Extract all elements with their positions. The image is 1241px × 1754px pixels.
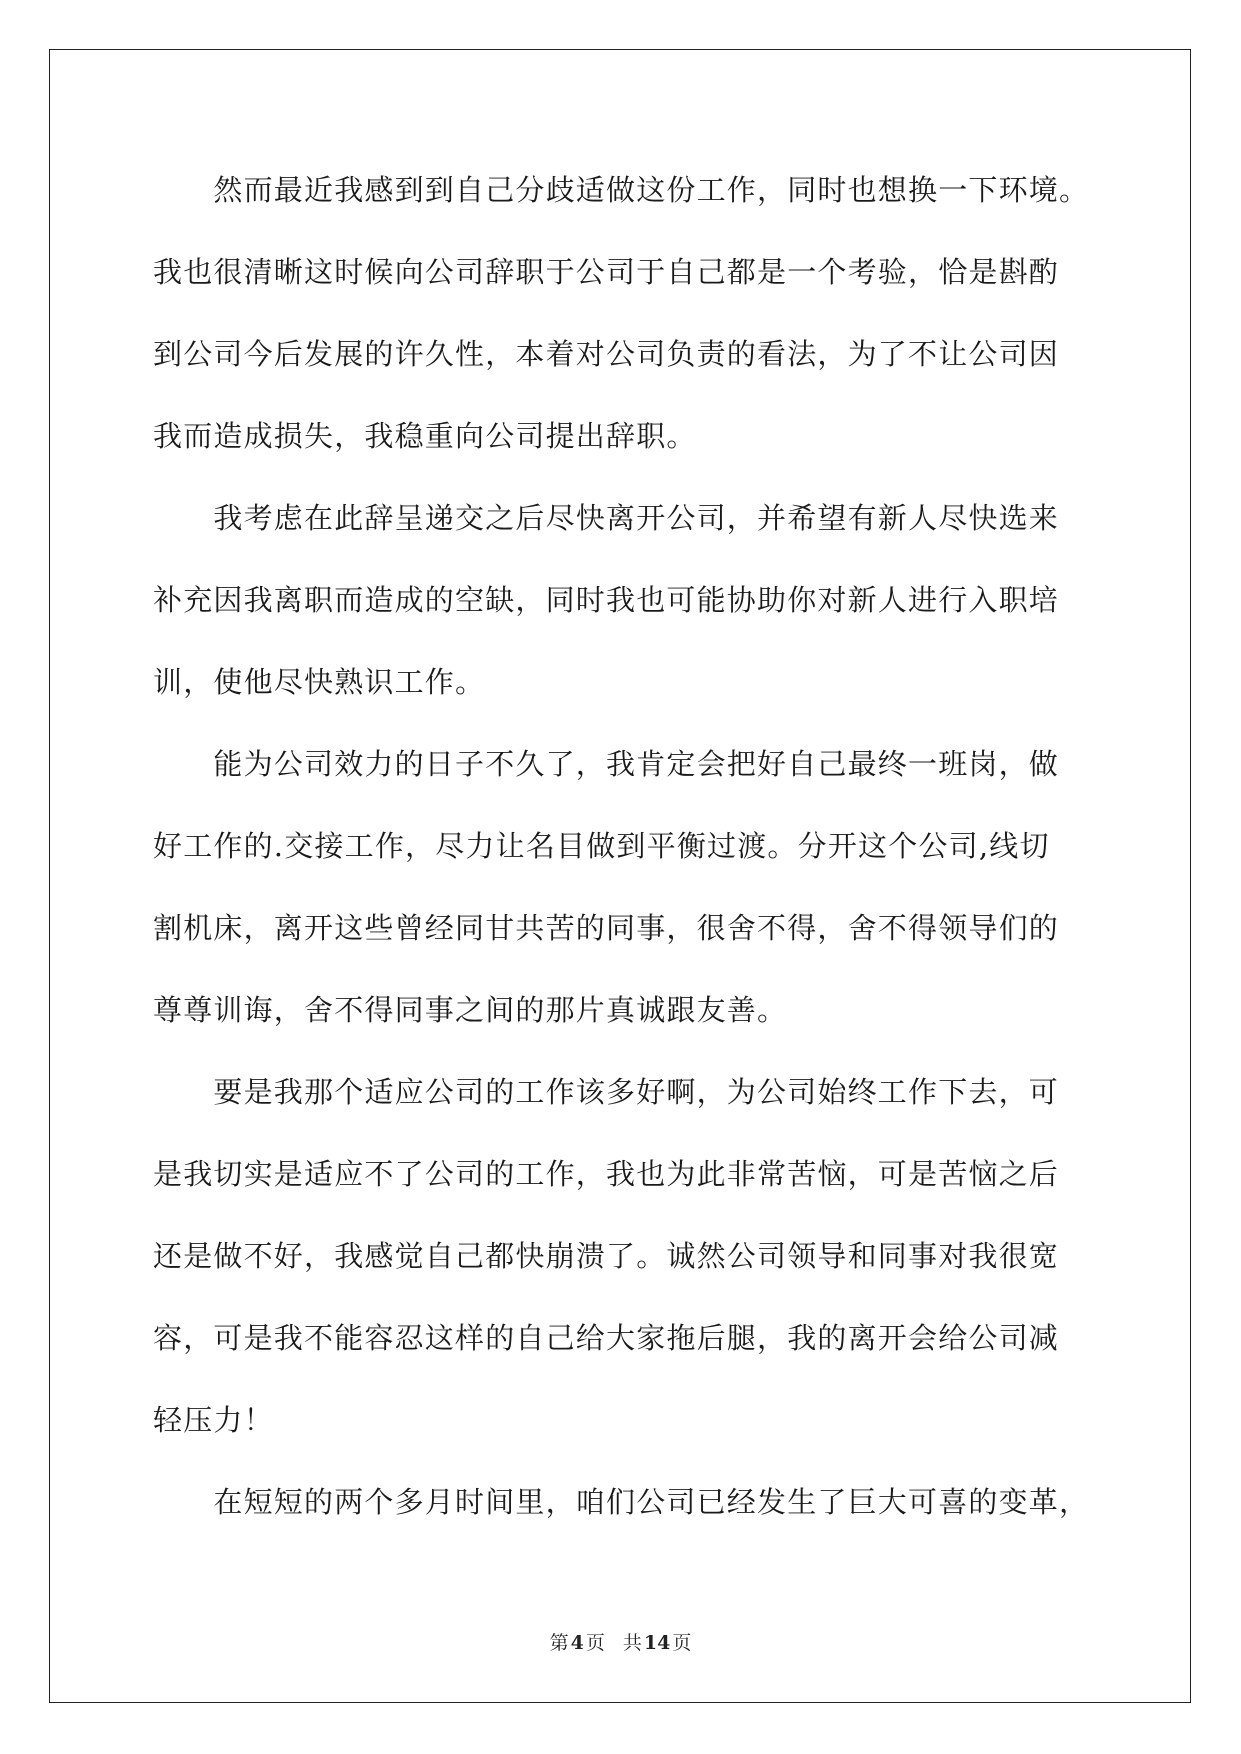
text-line: 在短短的两个多月时间里，咱们公司已经发生了巨大可喜的变革， — [153, 1485, 1090, 1519]
text-line: 是我切实是适应不了公司的工作，我也为此非常苦恼，可是苦恼之后 — [153, 1157, 1060, 1191]
text-line: 能为公司效力的日子不久了，我肯定会把好自己最终一班岗，做 — [153, 747, 1060, 781]
text-line: 要是我那个适应公司的工作该多好啊，为公司始终工作下去，可 — [153, 1075, 1060, 1109]
text-line: 尊尊训诲，舍不得同事之间的那片真诚跟友善。 — [153, 993, 788, 1027]
text-line: 训，使他尽快熟识工作。 — [153, 665, 486, 699]
total-prefix: 共 — [622, 1632, 642, 1654]
text-line: 我而造成损失，我稳重向公司提出辞职。 — [153, 419, 697, 453]
text-line: 容，可是我不能容忍这样的自己给大家拖后腿，我的离开会给公司减 — [153, 1321, 1060, 1355]
text-line: 割机床，离开这些曾经同甘共苦的同事，很舍不得，舍不得领导们的 — [153, 911, 1060, 945]
page-number: 4 — [570, 1632, 584, 1654]
text-line: 到公司今后发展的许久性，本着对公司负责的看法，为了不让公司因 — [153, 337, 1060, 371]
page-footer — [0, 1628, 1241, 1655]
text-line: 还是做不好，我感觉自己都快崩溃了。诚然公司领导和同事对我很宽 — [153, 1239, 1060, 1273]
page-prefix: 第 — [549, 1632, 569, 1654]
text-line: 好工作的.交接工作，尽力让名目做到平衡过渡。分开这个公司,线切 — [153, 829, 1050, 863]
total-pages: 14 — [643, 1632, 671, 1654]
text-line: 然而最近我感到到自己分歧适做这份工作，同时也想换一下环境。 — [153, 173, 1090, 207]
page-border — [49, 49, 1191, 1703]
page-suffix: 页 — [585, 1632, 605, 1654]
total-suffix: 页 — [672, 1632, 692, 1654]
text-line: 我也很清晰这时候向公司辞职于公司于自己都是一个考验，恰是斟酌 — [153, 255, 1060, 289]
text-line: 轻压力！ — [153, 1403, 274, 1437]
text-line: 我考虑在此辞呈递交之后尽快离开公司，并希望有新人尽快选来 — [153, 501, 1060, 535]
text-line: 补充因我离职而造成的空缺，同时我也可能协助你对新人进行入职培 — [153, 583, 1060, 617]
